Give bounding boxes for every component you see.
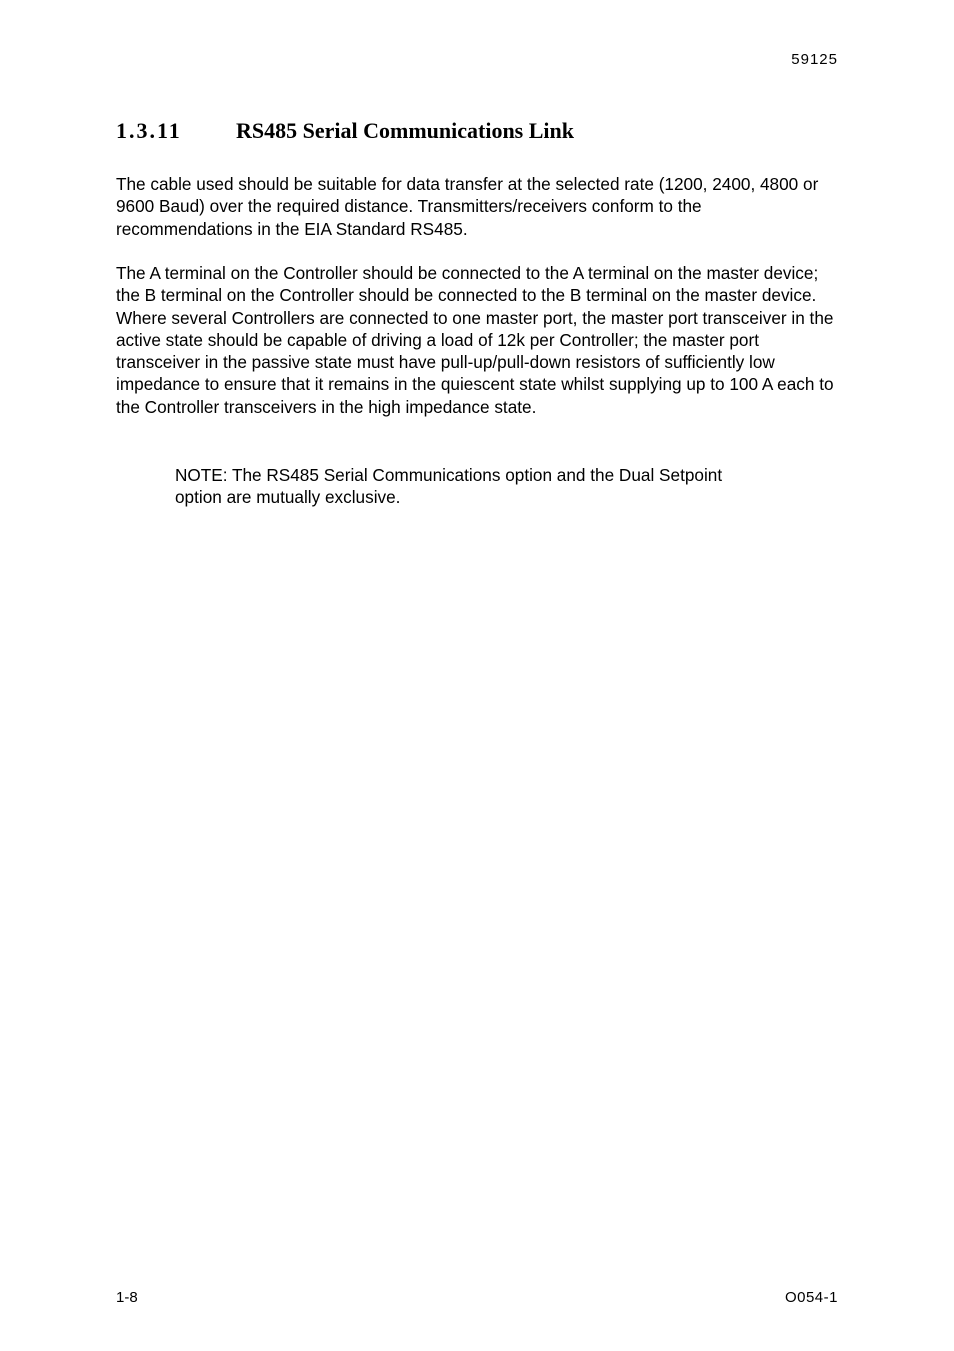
document-number: 59125 bbox=[791, 51, 838, 68]
paragraph-terminals: The A terminal on the Controller should be connected to the A terminal on the master device; the B terminal on the Controller should be connected to the B terminal on the master device. Where several Controllers are connected to one master port, the master port transceiver in the active state should be capable of driving a load of 12k per Controller; the master port transceiver in the passive state must have pull-up/pull-down resistors of sufficiently low impedance to ensure that it remains in the quiescent state whilst supplying up to 100 A each to the Controller transceivers in the high impedance state. bbox=[116, 263, 834, 417]
section-heading bbox=[116, 118, 574, 144]
note-text: NOTE: The RS485 Serial Communications option and the Dual Setpoint option are mutually exclusive. bbox=[175, 465, 723, 508]
page-number: 1-8 bbox=[116, 1289, 138, 1306]
section-number: 1.3.11 bbox=[116, 118, 182, 143]
section-title: RS485 Serial Communications Link bbox=[236, 118, 574, 143]
paragraph-cable: The cable used should be suitable for data transfer at the selected rate (1200, 2400, 4800 or 9600 Baud) over the required distance. Transmitters/receivers conform to the recommendations in the EIA Standard RS485. bbox=[116, 174, 819, 239]
document-code: O054-1 bbox=[784, 1289, 838, 1306]
